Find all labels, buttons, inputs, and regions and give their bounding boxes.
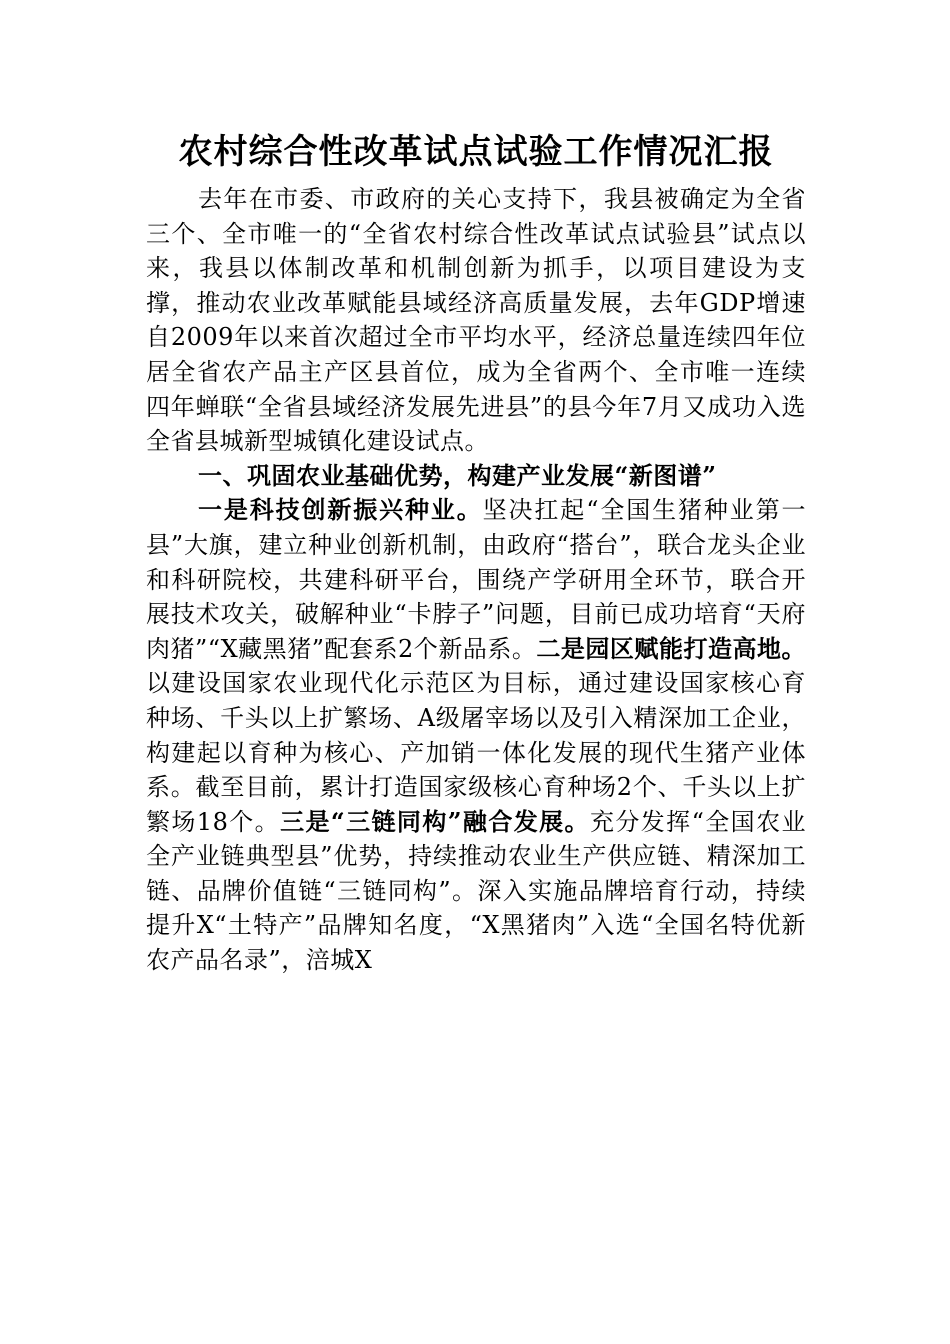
document-page: [146, 122, 806, 978]
point-1-text: 坚决扛起“全国生猪种业第一县”大旗，建立种业创新机制，由政府“搭台”，联合龙头企业和科研院校，共建科研平台，围绕产学研用全环节，联合开展技术攻关，破解种业“卡脖子”问题，目前已成功培育“天府肉猪”“X藏黑猪”配套系2个新品系。: [146, 496, 806, 663]
point-2-text: 以建设国家农业现代化示范区为目标，通过建设国家核心育种场、千头以上扩繁场、A级屠宰场以及引入精深加工企业，构建起以育种为核心、产加销一体化发展的现代生猪产业体系。截至目前，累计打造国家级核心育种场2个、千头以上扩繁场18个。: [146, 669, 806, 836]
point-3-lead: 三是“三链同构”融合发展。: [280, 806, 590, 836]
point-3-text: 充分发挥“全国农业全产业链典型县”优势，持续推动农业生产供应链、精深加工链、品牌价值链“三链同构”。深入实施品牌培育行动，持续提升X“土特产”品牌知名度，“X黑猪肉”入选“全国名特优新农产品名录”，涪城X: [146, 807, 806, 975]
document-title: 农村综合性改革试点试验工作情况汇报: [178, 132, 774, 172]
point-2-lead: 二是园区赋能打造高地。: [536, 633, 807, 663]
point-1-lead: 一是科技创新振兴种业。: [198, 495, 483, 525]
intro-paragraph: 去年在市委、市政府的关心支持下，我县被确定为全省三个、全市唯一的“全省农村综合性改革试点试验县”试点以来，我县以体制改革和机制创新为抓手，以项目建设为支撑，推动农业改革赋能县域经济高质量发展，去年GDP增速自2009年以来首次超过全市平均水平，经济总量连续四年位居全省农产品主产区县首位，成为全省两个、全市唯一连续四年蝉联“全省县域经济发展先进县”的县今年7月又成功入选全省县城新型城镇化建设试点。: [146, 185, 806, 456]
body-paragraph: [146, 493, 806, 977]
section-heading: 一、巩固农业基础优势，构建产业发展“新图谱”: [198, 460, 717, 490]
